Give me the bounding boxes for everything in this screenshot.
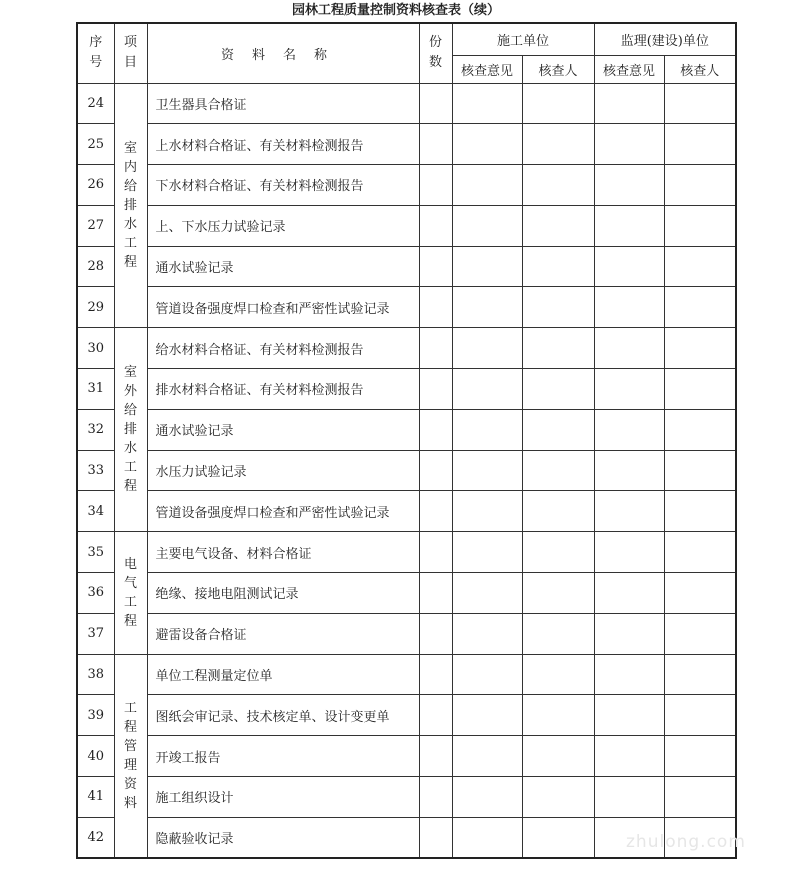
contractor-checker-header: 核查人 [522, 55, 594, 83]
document-name: 通水试验记录 [147, 409, 419, 450]
copies-cell[interactable] [419, 246, 452, 287]
table-row [77, 124, 736, 165]
supervisor-checker-cell[interactable] [664, 409, 736, 450]
supervisor-checker-cell[interactable] [664, 124, 736, 165]
copies-cell[interactable] [419, 124, 452, 165]
supervisor-opinion-cell[interactable] [594, 654, 664, 695]
document-name: 隐蔽验收记录 [147, 817, 419, 858]
supervisor-opinion-cell[interactable] [594, 205, 664, 246]
table-row [77, 205, 736, 246]
header-item: 项 目 [114, 23, 147, 83]
copies-cell[interactable] [419, 736, 452, 777]
contractor-opinion-cell[interactable] [452, 409, 522, 450]
table-row [77, 695, 736, 736]
supervisor-checker-cell[interactable] [664, 573, 736, 614]
contractor-opinion-cell[interactable] [452, 83, 522, 124]
contractor-checker-cell[interactable] [522, 695, 594, 736]
contractor-checker-cell[interactable] [522, 817, 594, 858]
copies-cell[interactable] [419, 328, 452, 369]
supervisor-checker-cell[interactable] [664, 205, 736, 246]
contractor-checker-cell[interactable] [522, 124, 594, 165]
supervisor-checker-cell[interactable] [664, 654, 736, 695]
row-number: 26 [77, 165, 114, 206]
copies-cell[interactable] [419, 83, 452, 124]
watermark: zhulong.com [626, 832, 746, 852]
supervisor-checker-cell[interactable] [664, 491, 736, 532]
table-row [77, 328, 736, 369]
copies-cell[interactable] [419, 205, 452, 246]
contractor-opinion-cell[interactable] [452, 287, 522, 328]
contractor-opinion-cell[interactable] [452, 613, 522, 654]
contractor-opinion-cell[interactable] [452, 695, 522, 736]
document-name: 通水试验记录 [147, 246, 419, 287]
contractor-opinion-cell[interactable] [452, 328, 522, 369]
contractor-checker-cell[interactable] [522, 450, 594, 491]
document-name: 图纸会审记录、技术核定单、设计变更单 [147, 695, 419, 736]
contractor-checker-cell[interactable] [522, 328, 594, 369]
page-title: 园林工程质量控制资料核查表（续） [291, 3, 500, 18]
table-row [77, 532, 736, 573]
check-table [76, 22, 737, 859]
row-number: 34 [77, 491, 114, 532]
table-row [77, 654, 736, 695]
document-name: 下水材料合格证、有关材料检测报告 [147, 165, 419, 206]
row-number: 36 [77, 573, 114, 614]
contractor-opinion-cell[interactable] [452, 777, 522, 818]
row-number: 30 [77, 328, 114, 369]
row-number: 27 [77, 205, 114, 246]
header-seq: 序 号 [77, 23, 114, 83]
contractor-opinion-cell[interactable] [452, 369, 522, 410]
copies-cell[interactable] [419, 491, 452, 532]
supervisor-opinion-cell[interactable] [594, 736, 664, 777]
contractor-opinion-cell[interactable] [452, 736, 522, 777]
row-number: 37 [77, 613, 114, 654]
document-name: 绝缘、接地电阻测试记录 [147, 573, 419, 614]
supervisor-opinion-cell[interactable] [594, 287, 664, 328]
document-name: 单位工程测量定位单 [147, 654, 419, 695]
table-row [77, 246, 736, 287]
supervisor-opinion-cell[interactable] [594, 83, 664, 124]
copies-cell[interactable] [419, 613, 452, 654]
contractor-checker-cell[interactable] [522, 491, 594, 532]
supervisor-opinion-cell[interactable] [594, 246, 664, 287]
contractor-checker-cell[interactable] [522, 369, 594, 410]
contractor-checker-cell[interactable] [522, 654, 594, 695]
contractor-checker-cell[interactable] [522, 777, 594, 818]
supervisor-opinion-cell[interactable] [594, 369, 664, 410]
table-row [77, 450, 736, 491]
header-supervisor: 监理(建设)单位 [594, 23, 736, 55]
table-row [77, 409, 736, 450]
copies-cell[interactable] [419, 777, 452, 818]
document-name: 上、下水压力试验记录 [147, 205, 419, 246]
contractor-checker-cell[interactable] [522, 246, 594, 287]
group-label: 室 内 给 排 水 工 程 [114, 83, 147, 328]
supervisor-opinion-cell[interactable] [594, 777, 664, 818]
contractor-checker-cell[interactable] [522, 573, 594, 614]
row-number: 42 [77, 817, 114, 858]
document-name: 上水材料合格证、有关材料检测报告 [147, 124, 419, 165]
document-name: 施工组织设计 [147, 777, 419, 818]
header-name: 资料名称 [147, 23, 419, 83]
document-name: 管道设备强度焊口检查和严密性试验记录 [147, 287, 419, 328]
group-label: 工 程 管 理 资 料 [114, 654, 147, 858]
copies-cell[interactable] [419, 654, 452, 695]
contractor-opinion-cell[interactable] [452, 654, 522, 695]
supervisor-checker-cell[interactable] [664, 165, 736, 206]
supervisor-opinion-cell[interactable] [594, 613, 664, 654]
copies-cell[interactable] [419, 695, 452, 736]
row-number: 28 [77, 246, 114, 287]
copies-cell[interactable] [419, 409, 452, 450]
copies-cell[interactable] [419, 817, 452, 858]
row-number: 31 [77, 369, 114, 410]
table-row [77, 165, 736, 206]
contractor-opinion-cell[interactable] [452, 573, 522, 614]
table-row [77, 573, 736, 614]
document-name: 卫生器具合格证 [147, 83, 419, 124]
group-label: 电 气 工 程 [114, 532, 147, 654]
row-number: 39 [77, 695, 114, 736]
supervisor-opinion-cell[interactable] [594, 409, 664, 450]
table-row [77, 287, 736, 328]
contractor-opinion-cell[interactable] [452, 165, 522, 206]
table-row [77, 491, 736, 532]
supervisor-opinion-cell[interactable] [594, 450, 664, 491]
row-number: 41 [77, 777, 114, 818]
supervisor-checker-cell[interactable] [664, 613, 736, 654]
supervisor-checker-header: 核查人 [664, 55, 736, 83]
copies-cell[interactable] [419, 165, 452, 206]
document-name: 避雷设备合格证 [147, 613, 419, 654]
supervisor-opinion-header: 核查意见 [594, 55, 664, 83]
supervisor-opinion-cell[interactable] [594, 491, 664, 532]
contractor-checker-cell[interactable] [522, 287, 594, 328]
document-name: 主要电气设备、材料合格证 [147, 532, 419, 573]
contractor-checker-cell[interactable] [522, 409, 594, 450]
table-row [77, 83, 736, 124]
table-row [77, 736, 736, 777]
table-row [77, 613, 736, 654]
row-number: 24 [77, 83, 114, 124]
contractor-opinion-cell[interactable] [452, 246, 522, 287]
supervisor-opinion-cell[interactable] [594, 165, 664, 206]
document-name: 排水材料合格证、有关材料检测报告 [147, 369, 419, 410]
contractor-opinion-header: 核查意见 [452, 55, 522, 83]
row-number: 40 [77, 736, 114, 777]
supervisor-opinion-cell[interactable] [594, 124, 664, 165]
contractor-opinion-cell[interactable] [452, 532, 522, 573]
supervisor-checker-cell[interactable] [664, 246, 736, 287]
contractor-opinion-cell[interactable] [452, 205, 522, 246]
copies-cell[interactable] [419, 532, 452, 573]
document-name: 水压力试验记录 [147, 450, 419, 491]
contractor-opinion-cell[interactable] [452, 124, 522, 165]
supervisor-checker-cell[interactable] [664, 532, 736, 573]
row-number: 35 [77, 532, 114, 573]
document-name: 开竣工报告 [147, 736, 419, 777]
supervisor-checker-cell[interactable] [664, 328, 736, 369]
supervisor-opinion-cell[interactable] [594, 695, 664, 736]
header-row [77, 23, 736, 55]
row-number: 29 [77, 287, 114, 328]
contractor-checker-cell[interactable] [522, 736, 594, 777]
contractor-checker-cell[interactable] [522, 613, 594, 654]
copies-cell[interactable] [419, 369, 452, 410]
supervisor-checker-cell[interactable] [664, 736, 736, 777]
table-row [77, 369, 736, 410]
copies-cell[interactable] [419, 450, 452, 491]
contractor-checker-cell[interactable] [522, 532, 594, 573]
row-number: 33 [77, 450, 114, 491]
supervisor-checker-cell[interactable] [664, 369, 736, 410]
copies-cell[interactable] [419, 287, 452, 328]
copies-cell[interactable] [419, 573, 452, 614]
row-number: 38 [77, 654, 114, 695]
contractor-opinion-cell[interactable] [452, 817, 522, 858]
supervisor-opinion-cell[interactable] [594, 573, 664, 614]
supervisor-checker-cell[interactable] [664, 695, 736, 736]
supervisor-checker-cell[interactable] [664, 287, 736, 328]
supervisor-opinion-cell[interactable] [594, 328, 664, 369]
row-number: 25 [77, 124, 114, 165]
contractor-opinion-cell[interactable] [452, 450, 522, 491]
supervisor-opinion-cell[interactable] [594, 532, 664, 573]
supervisor-checker-cell[interactable] [664, 450, 736, 491]
row-number: 32 [77, 409, 114, 450]
supervisor-checker-cell[interactable] [664, 777, 736, 818]
contractor-checker-cell[interactable] [522, 165, 594, 206]
group-label: 室 外 给 排 水 工 程 [114, 328, 147, 532]
document-name: 给水材料合格证、有关材料检测报告 [147, 328, 419, 369]
supervisor-checker-cell[interactable] [664, 83, 736, 124]
document-name: 管道设备强度焊口检查和严密性试验记录 [147, 491, 419, 532]
table-row [77, 777, 736, 818]
contractor-opinion-cell[interactable] [452, 491, 522, 532]
contractor-checker-cell[interactable] [522, 83, 594, 124]
contractor-checker-cell[interactable] [522, 205, 594, 246]
header-contractor: 施工单位 [452, 23, 594, 55]
header-copies: 份 数 [419, 23, 452, 83]
